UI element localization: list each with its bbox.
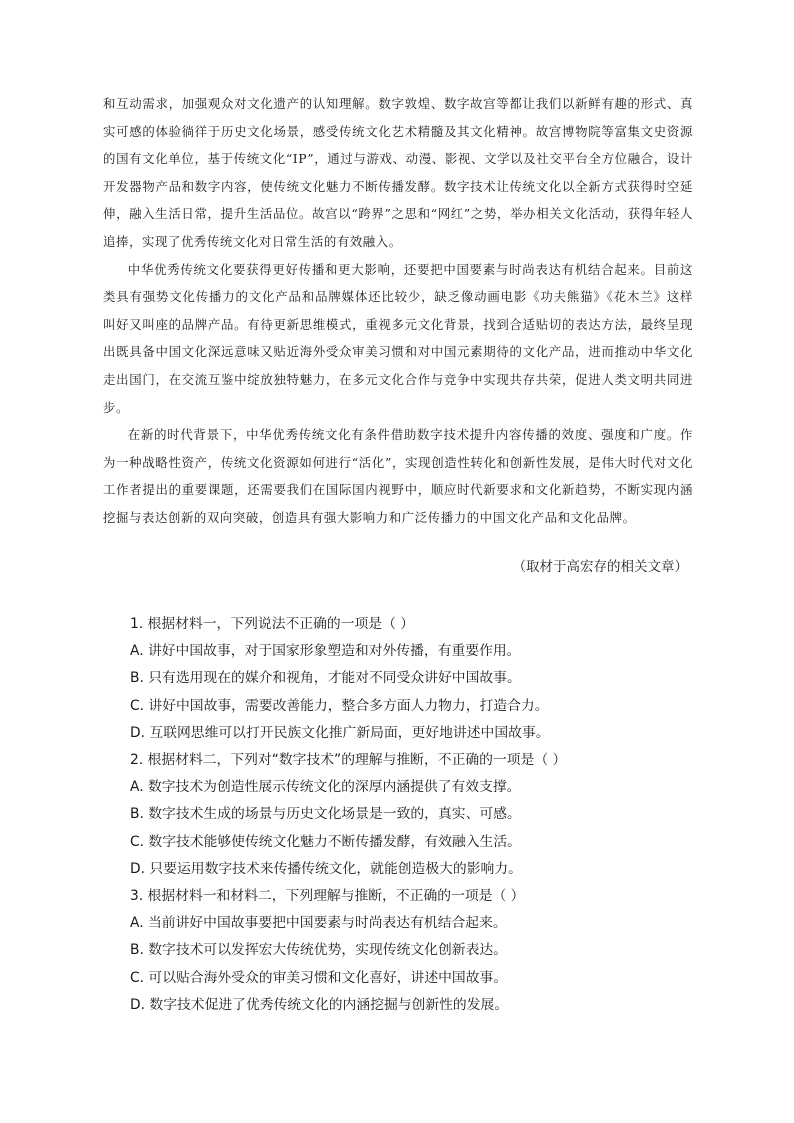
passage-paragraph: 中华优秀传统文化要获得更好传播和更大影响，还要把中国要素与时尚表达有机结合起来。目前这类具有强势文化传播力的文化产品和品牌媒体还比较少，缺乏像动画电影《功夫熊猫》《花木兰》这样叫好又叫座的品牌产品。有待更新思维模式，重视多元文化背景，找到合适贴切的表达方法，最终呈现出既具备中国文化深远意味又贴近海外受众审美习惯和对中国元素期待的文化产品，进而推动中华文化走出国门，在交流互鉴中绽放独特魅力，在多元文化合作与竞争中实现共存共荣，促进人类文明共同进步。	[103, 261, 693, 415]
question-option: D. 数字技术促进了优秀传统文化的内涵挖掘与创新性的发展。	[130, 996, 509, 1013]
question-option: A. 讲好中国故事，对于国家形象塑造和对外传播，有重要作用。	[130, 643, 521, 660]
question-stem: 3. 根据材料一和材料二，下列理解与推断，不正确的一项是（ ）	[130, 888, 525, 905]
question-option: D. 只要运用数字技术来传播传统文化，就能创造极大的影响力。	[130, 860, 522, 877]
question-stem: 2. 根据材料二，下列对“数字技术”的理解与推断，不正确的一项是（ ）	[130, 752, 567, 769]
question-option: A. 数字技术为创造性展示传统文化的深厚内涵提供了有效支撑。	[130, 779, 521, 796]
question-option: A. 当前讲好中国故事要把中国要素与时尚表达有机结合起来。	[130, 915, 507, 932]
question-option: C. 可以贴合海外受众的审美习惯和文化喜好，讲述中国故事。	[130, 969, 508, 986]
question-stem: 1. 根据材料一，下列说法不正确的一项是（ ）	[130, 616, 415, 632]
question-option: C. 讲好中国故事，需要改善能力，整合多方面人力物力，打造合力。	[130, 697, 549, 714]
question-item	[130, 883, 690, 1019]
passage-source: （取材于高宏存的相关文章）	[512, 559, 688, 575]
question-option: D. 互联网思维可以打开民族文化推广新局面，更好地讲述中国故事。	[130, 724, 550, 741]
passage-paragraph: 和互动需求，加强观众对文化遗产的认知理解。数字敦煌、数字故宫等都让我们以新鲜有趣的形式、真实可感的体验徜徉于历史文化场景，感受传统文化艺术精髓及其文化精神。故宫博物院等富集文史资源的国有文化单位，基于传统文化“IP”，通过与游戏、动漫、影视、文学以及社交平台全方位融合，设计开发器物产品和数字内容，使传统文化魅力不断传播发酵。数字技术让传统文化以全新方式获得时空延伸，融入生活日常，提升生活品位。故宫以“跨界”之思和“网红”之势，举办相关文化活动，获得年轻人追捧，实现了优秀传统文化对日常生活的有效融入。	[103, 96, 693, 249]
question-option: B. 数字技术生成的场景与历史文化场景是一致的，真实、可感。	[130, 806, 521, 823]
question-option: C. 数字技术能够使传统文化魅力不断传播发酵，有效融入生活。	[130, 833, 521, 850]
question-item	[130, 747, 690, 883]
question-item	[130, 611, 690, 747]
question-option: B. 只有选用现在的媒介和视角，才能对不同受众讲好中国故事。	[130, 670, 521, 687]
question-list	[130, 611, 690, 1019]
question-option: B. 数字技术可以发挥宏大传统优势，实现传统文化创新表达。	[130, 942, 507, 959]
passage-paragraph: 在新的时代背景下，中华优秀传统文化有条件借助数字技术提升内容传播的效度、强度和广度。作为一种战略性资产，传统文化资源如何进行“活化”，实现创造性转化和创新性发展，是伟大时代对文化工作者提出的重要课题，还需要我们在国际国内视野中，顺应时代新要求和文化新趋势，不断实现内涵挖掘与表达创新的双向突破，创造具有强大影响力和广泛传播力的中国文化产品和文化品牌。	[103, 427, 693, 525]
reading-passage	[103, 90, 693, 532]
